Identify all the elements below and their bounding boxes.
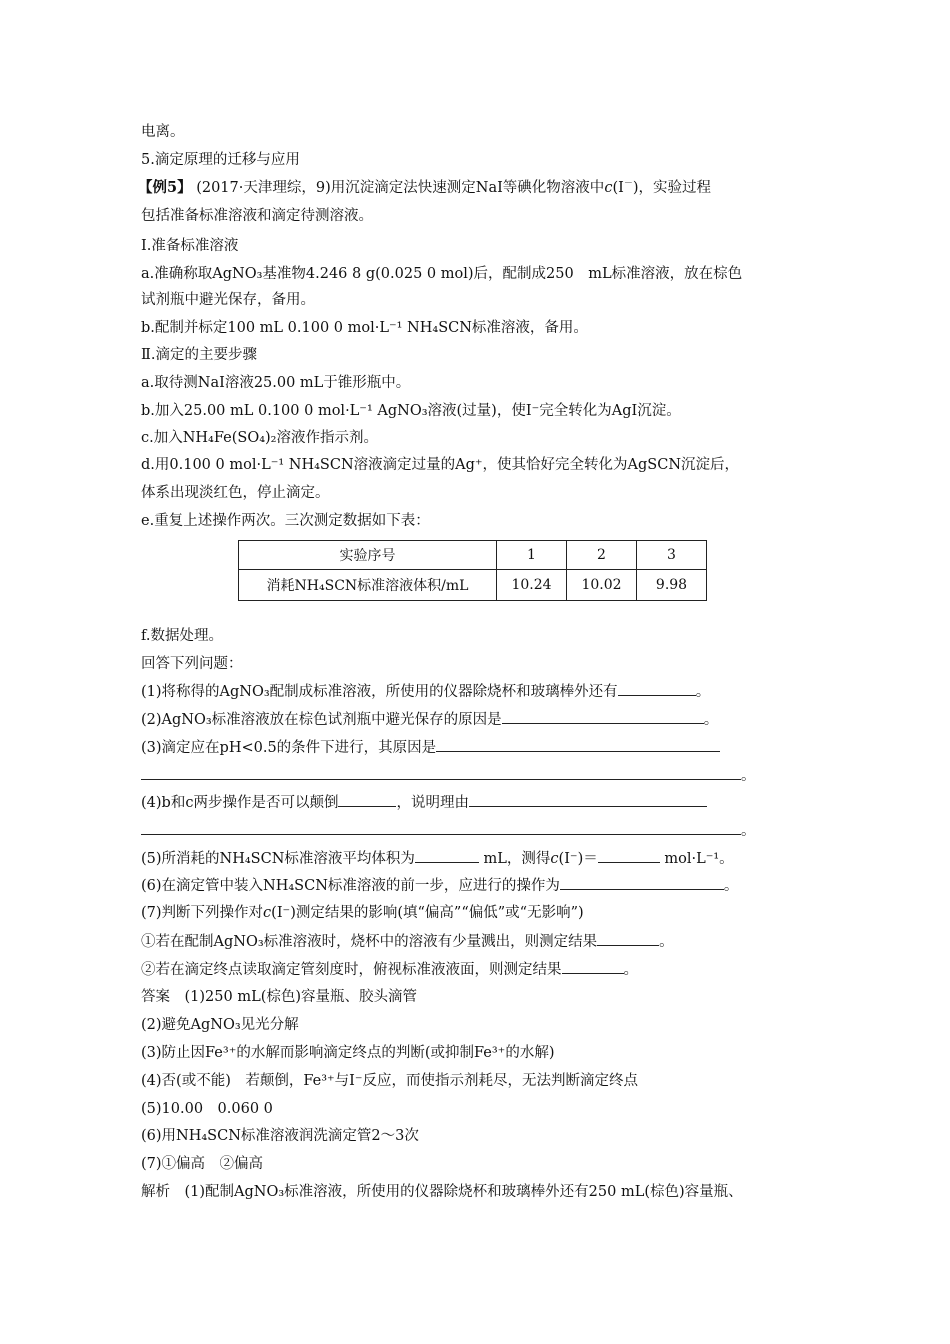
question-7-2 [141, 959, 638, 980]
question-4-cont [141, 820, 756, 841]
text-span: 。 [623, 962, 638, 978]
text-span: mL，测得 [478, 851, 551, 867]
answer-line: 答案 (1)250 mL(棕色)容量瓶、胶头滴管 [141, 989, 418, 1005]
question-7 [141, 903, 584, 923]
text-span: (I [612, 180, 624, 196]
text-span: c [263, 905, 272, 921]
table-row [239, 570, 707, 601]
text-line: e.重复上述操作两次。三次测定数据如下表： [141, 513, 430, 529]
text-span: (1)将称得的AgNO₃配制成标准溶液，所使用的仪器除烧杯和玻璃棒外还有 [141, 684, 618, 700]
question-6 [141, 875, 738, 896]
text-span: 。 [695, 684, 711, 700]
table-cell: 10.02 [567, 570, 637, 601]
text-span: (3)滴定应在pH<0.5的条件下进行，其原因是 [141, 740, 437, 756]
answer-blank [560, 875, 724, 890]
example-line [138, 178, 711, 198]
answer-line: (4)否(或不能) 若颠倒，Fe³⁺与I⁻反应，而使指示剂耗尽，无法判断滴定终点 [141, 1073, 639, 1089]
text-line: a.取待测NaI溶液25.00 mL于锥形瓶中。 [141, 375, 411, 391]
text-line: 体系出现淡红色，停止滴定。 [141, 485, 330, 501]
analysis-line: 解析 (1)配制AgNO₃标准溶液，所使用的仪器除烧杯和玻璃棒外还有250 mL(棕色)容量瓶、 [141, 1184, 743, 1200]
text-span: c [550, 851, 559, 867]
text-line: b.配制并标定100 mL 0.100 0 mol·L⁻¹ NH₄SCN标准溶液，备用。 [141, 320, 588, 336]
question-7-1 [141, 931, 674, 952]
answer-line: (6)用NH₄SCN标准溶液润洗滴定管2～3次 [141, 1128, 419, 1144]
text-line: b.加入25.00 mL 0.100 0 mol·L⁻¹ AgNO₃溶液(过量)，使I⁻完全转化为AgI沉淀。 [141, 403, 681, 419]
answer-blank [597, 931, 659, 946]
table-cell: 10.24 [497, 570, 567, 601]
data-table [238, 540, 707, 601]
answer-line: (7)①偏高 ②偏高 [141, 1156, 264, 1172]
table-header-cell: 2 [567, 541, 637, 570]
text-span: (I⁻)测定结果的影响(填“偏高”“偏低”或“无影响”) [271, 905, 584, 921]
answer-blank [338, 792, 396, 807]
text-span: 。 [723, 878, 739, 894]
answer-line: (2)避免AgNO₃见光分解 [141, 1017, 299, 1033]
table-header-cell: 3 [637, 541, 707, 570]
text-line: 包括准备标准溶液和滴定待测溶液。 [141, 208, 373, 224]
text-span: ①若在配制AgNO₃标准溶液时，烧杯中的溶液有少量溅出，则测定结果 [141, 934, 598, 950]
answer-blank [502, 709, 704, 724]
text-line: 回答下列问题： [141, 656, 243, 672]
answer-blank [618, 681, 696, 696]
answer-blank [436, 737, 720, 752]
table-header-cell: 1 [497, 541, 567, 570]
text-span: (5)所消耗的NH₄SCN标准溶液平均体积为 [141, 851, 415, 867]
text-line: d.用0.100 0 mol·L⁻¹ NH₄SCN溶液滴定过量的Ag⁺，使其恰好完全转化为AgSCN沉淀后， [141, 457, 740, 473]
question-3 [141, 737, 720, 758]
text-span: )，实验过程 [632, 180, 712, 196]
text-line: 试剂瓶中避光保存，备用。 [141, 292, 315, 308]
text-span: (7)判断下列操作对 [141, 905, 264, 921]
text-span: 。 [659, 934, 674, 950]
text-line: 电离。 [141, 124, 185, 140]
text-span: mol·L⁻¹。 [659, 851, 734, 867]
table-cell: 消耗NH₄SCN标准溶液体积/mL [239, 570, 497, 601]
sub-heading: Ⅰ.准备标准溶液 [141, 238, 239, 254]
answer-line: (5)10.00 0.060 0 [141, 1101, 273, 1117]
text-span: (2)AgNO₃标准溶液放在棕色试剂瓶中避光保存的原因是 [141, 712, 502, 728]
answer-blank [469, 792, 707, 807]
answer-blank [415, 848, 479, 863]
text-span: 。 [741, 823, 756, 839]
question-4 [141, 792, 707, 813]
table-header-cell: 实验序号 [239, 541, 497, 570]
text-line: f.数据处理。 [141, 628, 223, 644]
answer-line: (3)防止因Fe³⁺的水解而影响滴定终点的判断(或抑制Fe³⁺的水解) [141, 1045, 555, 1061]
text-span: (2017·天津理综，9)用沉淀滴定法快速测定NaI等碘化物溶液中 [196, 180, 605, 196]
text-span: (I⁻)＝ [558, 851, 598, 867]
answer-blank [141, 765, 741, 780]
text-span: c [604, 180, 613, 196]
text-line: c.加入NH₄Fe(SO₄)₂溶液作指示剂。 [141, 430, 378, 446]
answer-blank [141, 820, 741, 835]
table-row [239, 541, 707, 570]
example-tag: 【例5】 [138, 179, 192, 196]
text-span: 。 [741, 768, 756, 784]
section-heading: 5.滴定原理的迁移与应用 [141, 152, 300, 168]
question-1 [141, 681, 710, 702]
question-2 [141, 709, 718, 730]
text-span: 。 [703, 712, 719, 728]
question-3-cont [141, 765, 756, 786]
text-span: (4)b和c两步操作是否可以颠倒 [141, 795, 339, 811]
question-5 [141, 848, 734, 869]
text-sup: － [623, 179, 633, 190]
table-cell: 9.98 [637, 570, 707, 601]
text-span: ，说明理由 [396, 795, 469, 811]
sub-heading: Ⅱ.滴定的主要步骤 [141, 347, 257, 363]
answer-blank [562, 959, 624, 974]
text-span: ②若在滴定终点读取滴定管刻度时，俯视标准液液面，则测定结果 [141, 962, 562, 978]
text-span: (6)在滴定管中装入NH₄SCN标准溶液的前一步，应进行的操作为 [141, 878, 560, 894]
text-line: a.准确称取AgNO₃基准物4.246 8 g(0.025 0 mol)后，配制成250 mL标准溶液，放在棕色 [141, 266, 743, 282]
answer-blank [598, 848, 660, 863]
